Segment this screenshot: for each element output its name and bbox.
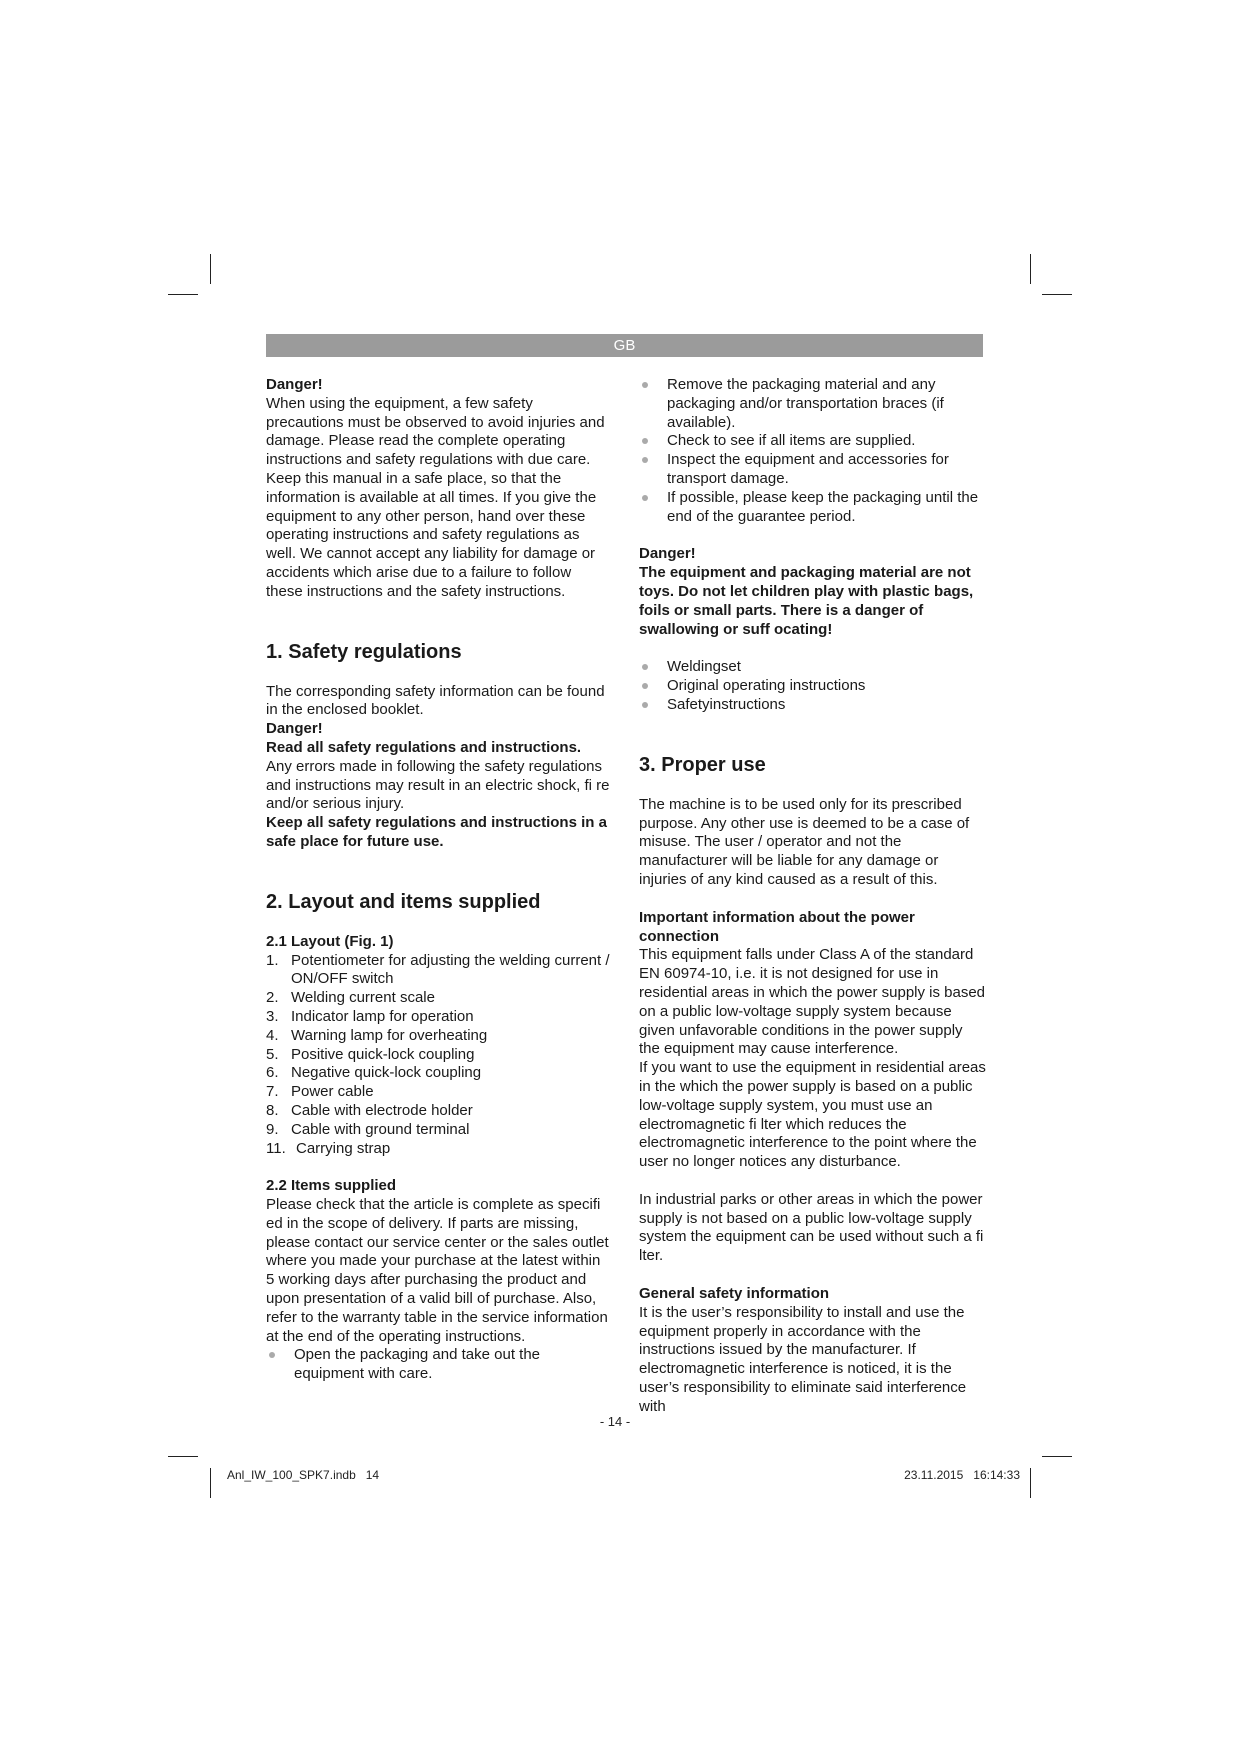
right-column	[639, 376, 986, 1417]
general-safety-text: It is the user’s responsibility to install and use the equipment properly in accordance with the instructions issued by the manufacturer. If electromagnetic interference is noticed, it is the user’s responsibility to eliminate said interference with	[639, 1303, 967, 1415]
section-2-2-text: Please check that the article is complete as specifi ed in the scope of delivery. If parts are missing, please contact our service center or the sales outlet where you made your purchase at the latest within 5 working days after purchasing the product and upon presentation of a valid bill of purchase. Also, refer to the warranty table in the service information at the end of the operating instructions.	[266, 1196, 609, 1345]
section-1-keep-note: Keep all safety regulations and instructions in a safe place for future use.	[266, 814, 607, 850]
footer-datetime: 23.11.2015 16:14:33	[904, 1468, 1020, 1482]
crop-mark	[168, 1456, 198, 1457]
section-2-title: 2. Layout and items supplied	[266, 890, 541, 913]
section-3-title: 3. Proper use	[639, 753, 766, 776]
crop-mark	[168, 294, 198, 295]
crop-mark	[1042, 1456, 1072, 1457]
section-2-1-title: 2.1 Layout (Fig. 1)	[266, 932, 394, 950]
list-item: Remove the packaging material and any packaging and/or transportation braces (if available).	[639, 376, 986, 432]
crop-mark	[210, 254, 211, 284]
section-1-warning: Read all safety regulations and instructions.	[266, 738, 582, 756]
layout-item: 3. Indicator lamp for operation	[266, 1007, 474, 1025]
layout-item: 5. Positive quick-lock coupling	[266, 1045, 475, 1063]
children-danger-heading: Danger!	[639, 545, 696, 563]
section-1-consequence: Any errors made in following the safety regulations and instructions may result in an electric shock, fi re and/or serious injury.	[266, 757, 610, 813]
footer-file-name: Anl_IW_100_SPK7.indb 14	[227, 1468, 380, 1482]
general-safety-title: General safety information	[639, 1285, 830, 1303]
power-connection-title: Important information about the power connection	[639, 908, 915, 945]
crop-mark	[210, 1468, 211, 1498]
list-item: If possible, please keep the packaging until the end of the guarantee period.	[639, 489, 986, 527]
page-number: - 14 -	[599, 1414, 631, 1429]
layout-item: 2. Welding current scale	[266, 989, 435, 1007]
layout-item: 11. Carrying strap	[266, 1139, 391, 1157]
list-item: Original operating instructions	[639, 677, 986, 696]
unpack-bullet-list	[266, 1346, 611, 1384]
section-2-2-title: 2.2 Items supplied	[266, 1177, 397, 1195]
power-connection-text-residential: If you want to use the equipment in residential areas in the which the power supply is based on a public low-voltage supply system, you must use an electromagnetic fi lter which reduces the electromagnetic interference to the point where the user no longer notices any disturbance.	[639, 1059, 986, 1171]
list-item: Inspect the equipment and accessories for transport damage.	[639, 451, 986, 489]
intro-danger-heading: Danger!	[266, 376, 323, 393]
crop-mark	[1030, 1468, 1031, 1498]
list-item: Check to see if all items are supplied.	[639, 432, 986, 451]
layout-item: 4. Warning lamp for overheating	[266, 1026, 488, 1044]
layout-item: 6. Negative quick-lock coupling	[266, 1064, 482, 1082]
section-1-danger: Danger!	[266, 720, 323, 738]
section-3-text: The machine is to be used only for its prescribed purpose. Any other use is deemed to be a case of misuse. The user / operator and not the manufacturer will be liable for any damage or injuries of any kind caused as a result of this.	[639, 795, 970, 888]
power-connection-text: This equipment falls under Class A of the standard EN 60974-10, i.e. it is not designed for use in residential areas in which the power supply is based on a public low-voltage supply system because given unfavorable conditions in the power supply the equipment may cause interference.	[639, 946, 986, 1058]
layout-item: 9. Cable with ground terminal	[266, 1120, 470, 1138]
power-connection-text-industrial: In industrial parks or other areas in which the power supply is not based on a public low-voltage supply system the equipment can be used without such a fi lter.	[639, 1190, 984, 1265]
intro-text: When using the equipment, a few safety precautions must be observed to avoid injuries and damage. Please read the complete operating instructions and safety regulations with due care. Keep this manual in a safe place, so that the information is available at all times. If you give the equipment to any other person, hand over these operating instructions and safety regulations as well. We cannot accept any liability for damage or accidents which arise due to a failure to follow these instructions and the safety instructions.	[266, 394, 605, 600]
children-danger-text: The equipment and packaging material are not toys. Do not let children play with plastic bags, foils or small parts. There is a danger of swallowing or suff ocating!	[639, 564, 974, 638]
layout-list	[266, 952, 611, 1159]
crop-mark	[1042, 294, 1072, 295]
layout-item: 8. Cable with electrode holder	[266, 1101, 473, 1119]
list-item: Open the packaging and take out the equipment with care.	[266, 1346, 611, 1384]
layout-item: 7. Power cable	[266, 1083, 374, 1101]
section-1-text: The corresponding safety information can be found in the enclosed booklet.	[266, 682, 605, 719]
left-column	[266, 376, 611, 1384]
section-1-title: 1. Safety regulations	[266, 640, 462, 663]
crop-mark	[1030, 254, 1031, 284]
list-item: Weldingset	[639, 658, 986, 677]
language-header-bar: GB	[266, 334, 983, 357]
unpack-steps-list	[639, 376, 986, 526]
layout-item: 1. Potentiometer for adjusting the welding current / ON/OFF switch	[266, 951, 610, 988]
list-item: Safetyinstructions	[639, 696, 986, 715]
items-supplied-list	[639, 658, 986, 714]
